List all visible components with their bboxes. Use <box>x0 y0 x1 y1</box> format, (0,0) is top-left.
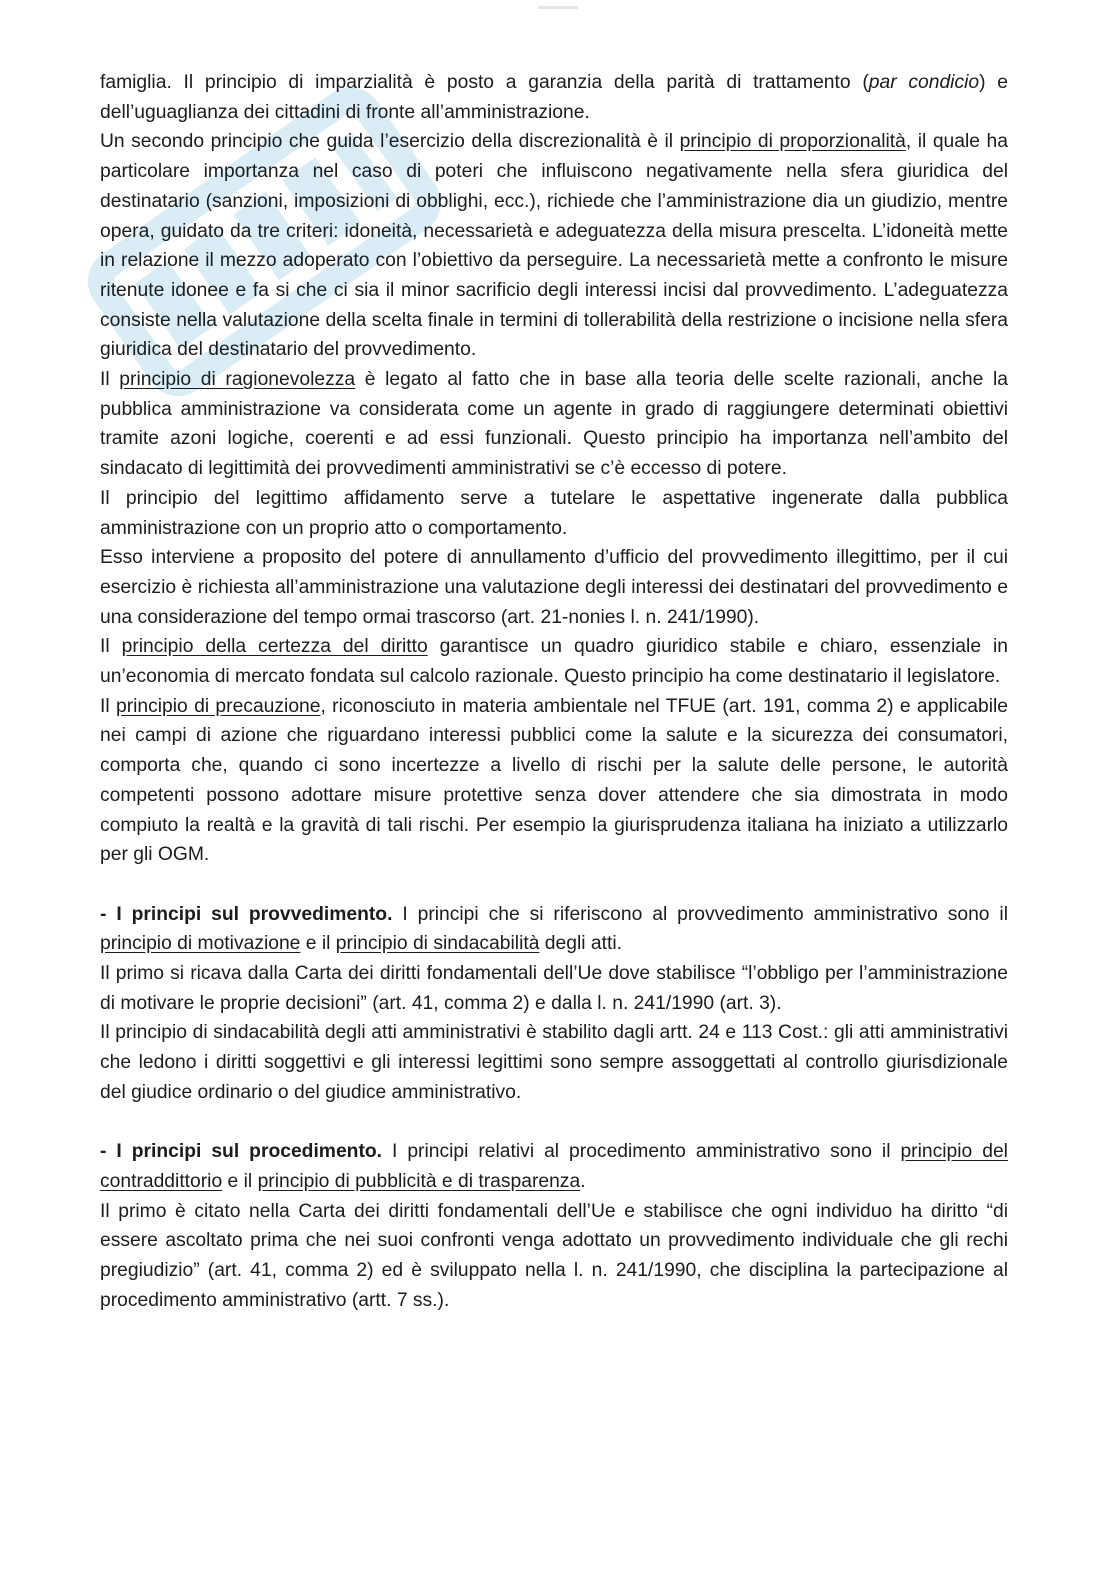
text-run: e il <box>222 1170 258 1192</box>
text-run: e il <box>300 933 336 955</box>
text-run: I principi che si riferiscono al provvedimento amministrativo sono il <box>392 903 1008 925</box>
text-run: Il <box>100 369 120 391</box>
paragraph <box>100 543 1008 632</box>
text-run: Il <box>100 695 116 717</box>
paragraph <box>100 1018 1008 1107</box>
underlined-term: principio di ragionevolezza <box>119 369 356 391</box>
text-run: Il <box>100 636 122 658</box>
text-run: , riconosciuto in materia ambientale nel TFUE (art. 191, comma 2) e applicabile nei campi di azione che riguardano interessi pubblici come la salute e la sicurezza dei consumatori, comporta che, quando ci sono incertezze a livello di rischi per la salute delle persone, le autorità competenti possono adottare misure protettive senza dover attendere che sia dimostrata in modo compiuto la realtà e la gravità di tali rischi. Per esempio la giurisprudenza italiana ha iniziato a utilizzarlo per gli OGM. <box>100 695 1008 866</box>
text-run: . <box>580 1170 586 1192</box>
paragraph <box>100 365 1008 484</box>
paragraph <box>100 1137 1008 1196</box>
underlined-term: principio del contraddittorio <box>100 1141 1008 1192</box>
section-heading: - I principi sul provvedimento. <box>100 903 393 925</box>
text-run: , il quale ha particolare importanza nel caso di poteri che influiscono negativamente nella sfera giuridica del destinatario (sanzioni, imposizioni di obblighi, ecc.), richiede che l’amministrazione dia un giudizio, mentre opera, guidato da tre criteri: idoneità, necessarietà e adeguatezza della misura prescelta. L’idoneità mette in relazione il mezzo adoperato con l’obiettivo da perseguire. La necessarietà mette a confronto le misure ritenute idonee e fa si che ci sia il minor sacrificio degli interessi incisi dal provvedimento. L’adeguatezza consiste nella valutazione della scelta finale in termini di tollerabilità della restrizione o incisione nella sfera giuridica del destinatario del provvedimento. <box>100 131 1008 361</box>
header-mark <box>538 6 578 9</box>
paragraph <box>100 632 1008 691</box>
text-run: Il primo si ricava dalla Carta dei diritti fondamentali dell’Ue dove stabilisce “l’obbligo per l’amministrazione di motivare le proprie decisioni” (art. 41, comma 2) e dalla l. n. 241/1990 (art. 3). <box>100 963 1008 1014</box>
section-heading: - I principi sul procedimento. <box>100 1141 383 1163</box>
paragraph <box>100 484 1008 543</box>
underlined-term: principio di sindacabilità <box>335 933 540 955</box>
italic-term: par condicio <box>868 72 980 93</box>
text-run: Un secondo principio che guida l’esercizio della discrezionalità è il <box>100 131 680 153</box>
text-run: Il principio di sindacabilità degli atti amministrativi è stabilito dagli artt. 24 e 113 Cost.: gli atti amministrativi che ledono i diritti soggettivi e gli interessi legittimi sono sempre assoggettati al controllo giurisdizionale del giudice ordinario o del giudice amministrativo. <box>100 1022 1008 1103</box>
text-run: degli atti. <box>539 933 622 955</box>
underlined-term: principio di proporzionalità <box>679 131 906 153</box>
document-body <box>100 68 1008 1316</box>
text-run: è legato al fatto che in base alla teoria delle scelte razionali, anche la pubblica amministrazione va considerata come un agente in grado di raggiungere determinati obiettivi tramite azoni logiche, coerenti e ad essi funzionali. Questo principio ha importanza nell’ambito del sindacato di legittimità dei provvedimenti amministrativi se c’è eccesso di potere. <box>100 369 1008 480</box>
underlined-term: principio di motivazione <box>100 933 301 955</box>
paragraph <box>100 127 1008 365</box>
underlined-term: principio della certezza del diritto <box>121 636 428 658</box>
underlined-term: principio di pubblicità e di trasparenza <box>257 1170 581 1192</box>
paragraph <box>100 959 1008 1018</box>
text-run: ) e dell’uguaglianza dei cittadini di fronte all’amministrazione. <box>100 72 1008 123</box>
paragraph <box>100 692 1008 870</box>
paragraph <box>100 900 1008 959</box>
paragraph <box>100 68 1008 127</box>
text-run: Esso interviene a proposito del potere di annullamento d’ufficio del provvedimento illegittimo, per il cui esercizio è richiesta all’amministrazione una valutazione degli interessi dei destinatari del provvedimento e una considerazione del tempo ormai trascorso (art. 21-nonies l. n. 241/1990). <box>100 547 1008 628</box>
text-run: garantisce un quadro giuridico stabile e chiaro, essenziale in un’economia di mercato fondata sul calcolo razionale. Questo principio ha come destinatario il legislatore. <box>100 636 1008 688</box>
text-run: Il primo è citato nella Carta dei diritti fondamentali dell’Ue e stabilisce che ogni individuo ha diritto “di essere ascoltato prima che nei suoi confronti venga adottato un provvedimento individuale che gli rechi pregiudizio” (art. 41, comma 2) ed è sviluppato nella l. n. 241/1990, che disciplina la partecipazione al procedimento amministrativo (artt. 7 ss.). <box>100 1200 1008 1311</box>
text-run: I principi relativi al procedimento amministrativo sono il <box>382 1141 901 1163</box>
text-run: Il principio del legittimo affidamento serve a tutelare le aspettative ingenerate dalla pubblica amministrazione con un proprio atto o comportamento. <box>100 487 1008 539</box>
paragraph <box>100 1197 1008 1316</box>
underlined-term: principio di precauzione <box>115 695 321 717</box>
text-run: famiglia. Il principio di imparzialità è posto a garanzia della parità di trattamento ( <box>100 72 869 93</box>
